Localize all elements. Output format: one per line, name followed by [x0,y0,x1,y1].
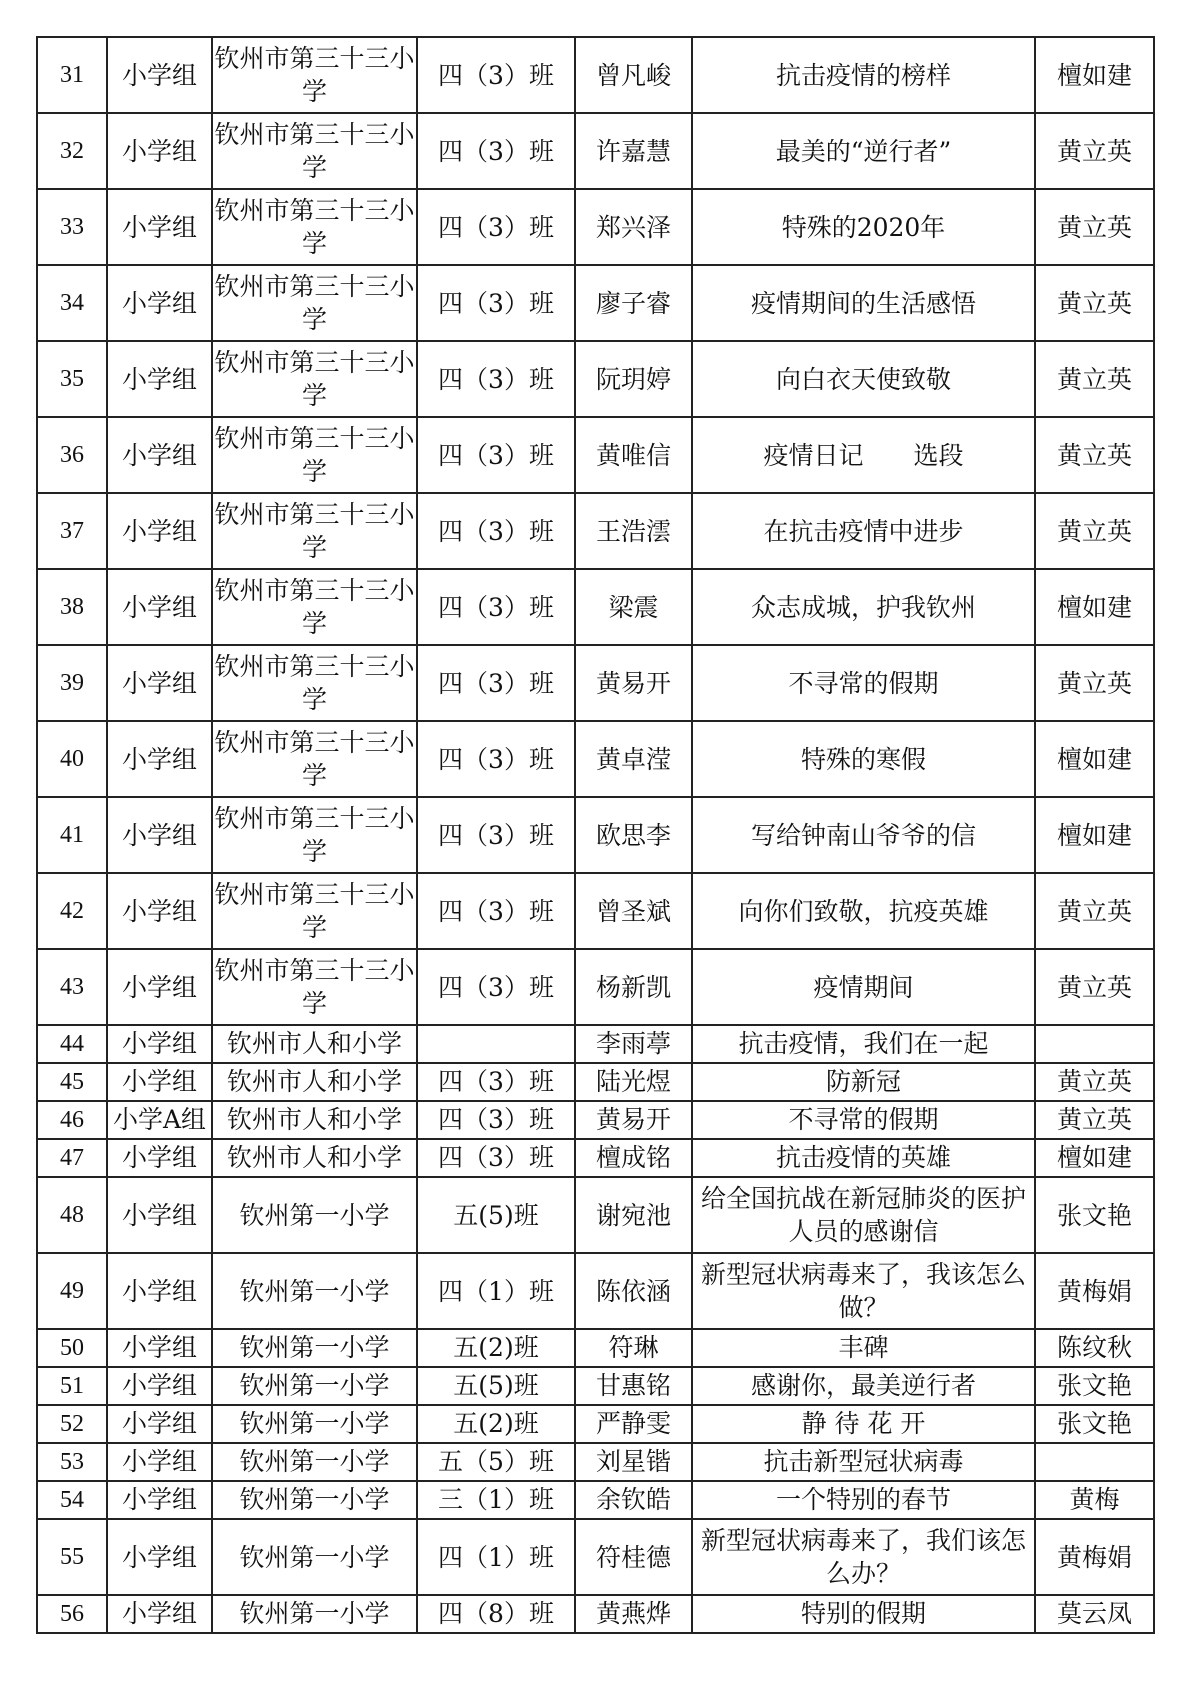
cell-school: 钦州第一小学 [212,1481,417,1519]
cell-school: 钦州第一小学 [212,1519,417,1595]
table-row [37,113,1154,189]
cell-group: 小学组 [107,949,212,1025]
cell-number: 53 [37,1443,107,1481]
cell-number: 38 [37,569,107,645]
cell-teacher: 檀如建 [1035,1139,1154,1177]
cell-number: 37 [37,493,107,569]
cell-title: 抗击新型冠状病毒 [692,1443,1035,1481]
table-row [37,341,1154,417]
cell-student: 李雨葶 [575,1025,692,1063]
table-row [37,1253,1154,1329]
table-row [37,721,1154,797]
cell-number: 51 [37,1367,107,1405]
cell-number: 39 [37,645,107,721]
cell-student: 黄唯信 [575,417,692,493]
cell-number: 36 [37,417,107,493]
cell-number: 56 [37,1595,107,1633]
cell-student: 陆光煜 [575,1063,692,1101]
cell-class: 四（3）班 [417,569,575,645]
cell-class: 四（3）班 [417,797,575,873]
cell-class: 四（3）班 [417,189,575,265]
cell-group: 小学A组 [107,1101,212,1139]
cell-class: 五（5）班 [417,1443,575,1481]
table-body [37,37,1154,1633]
cell-school: 钦州市人和小学 [212,1025,417,1063]
table-row [37,1329,1154,1367]
cell-number: 45 [37,1063,107,1101]
table-row [37,37,1154,113]
cell-number: 47 [37,1139,107,1177]
cell-school: 钦州市第三十三小学 [212,113,417,189]
cell-teacher: 黄立英 [1035,493,1154,569]
table-row [37,645,1154,721]
cell-teacher: 黄立英 [1035,417,1154,493]
cell-school: 钦州市第三十三小学 [212,645,417,721]
cell-number: 55 [37,1519,107,1595]
cell-title: 特殊的2020年 [692,189,1035,265]
cell-student: 符琳 [575,1329,692,1367]
cell-teacher: 黄立英 [1035,1063,1154,1101]
cell-class: 四（3）班 [417,721,575,797]
cell-teacher: 檀如建 [1035,797,1154,873]
cell-student: 阮玥婷 [575,341,692,417]
cell-student: 梁震 [575,569,692,645]
cell-class: 四（3）班 [417,341,575,417]
cell-group: 小学组 [107,873,212,949]
cell-title: 众志成城，护我钦州 [692,569,1035,645]
cell-group: 小学组 [107,1367,212,1405]
cell-class: 三（1）班 [417,1481,575,1519]
cell-school: 钦州市第三十三小学 [212,37,417,113]
cell-number: 41 [37,797,107,873]
cell-school: 钦州市人和小学 [212,1063,417,1101]
cell-school: 钦州第一小学 [212,1443,417,1481]
cell-class: 四（3）班 [417,265,575,341]
cell-student: 黄卓滢 [575,721,692,797]
cell-class: 四（3）班 [417,1139,575,1177]
cell-teacher: 黄梅 [1035,1481,1154,1519]
table-row [37,1595,1154,1633]
cell-school: 钦州市第三十三小学 [212,949,417,1025]
cell-group: 小学组 [107,113,212,189]
cell-student: 黄燕烨 [575,1595,692,1633]
cell-number: 46 [37,1101,107,1139]
cell-group: 小学组 [107,721,212,797]
cell-title: 不寻常的假期 [692,645,1035,721]
cell-school: 钦州市人和小学 [212,1101,417,1139]
cell-title: 疫情期间的生活感悟 [692,265,1035,341]
table-row [37,417,1154,493]
cell-number: 50 [37,1329,107,1367]
cell-group: 小学组 [107,1063,212,1101]
cell-number: 35 [37,341,107,417]
cell-number: 42 [37,873,107,949]
cell-class: 五(2)班 [417,1405,575,1443]
cell-class: 四（3）班 [417,645,575,721]
table-row [37,1405,1154,1443]
cell-student: 曾圣斌 [575,873,692,949]
cell-class: 五(2)班 [417,1329,575,1367]
cell-teacher: 张文艳 [1035,1405,1154,1443]
cell-school: 钦州市人和小学 [212,1139,417,1177]
cell-group: 小学组 [107,1443,212,1481]
cell-student: 廖子睿 [575,265,692,341]
cell-number: 54 [37,1481,107,1519]
cell-class: 四（1）班 [417,1519,575,1595]
cell-group: 小学组 [107,493,212,569]
cell-class: 五(5)班 [417,1367,575,1405]
cell-school: 钦州市第三十三小学 [212,265,417,341]
table-row [37,1443,1154,1481]
cell-title: 疫情日记 选段 [692,417,1035,493]
cell-student: 欧思李 [575,797,692,873]
cell-teacher: 黄立英 [1035,341,1154,417]
cell-class: 四（3）班 [417,1063,575,1101]
cell-student: 郑兴泽 [575,189,692,265]
cell-teacher: 莫云凤 [1035,1595,1154,1633]
cell-teacher: 黄立英 [1035,265,1154,341]
cell-school: 钦州市第三十三小学 [212,721,417,797]
cell-class: 四（8）班 [417,1595,575,1633]
cell-teacher: 檀如建 [1035,721,1154,797]
table-row [37,1101,1154,1139]
cell-school: 钦州市第三十三小学 [212,417,417,493]
cell-teacher: 檀如建 [1035,37,1154,113]
table-row [37,1063,1154,1101]
cell-title: 向白衣天使致敬 [692,341,1035,417]
cell-student: 王浩澐 [575,493,692,569]
cell-teacher [1035,1025,1154,1063]
cell-title: 感谢你，最美逆行者 [692,1367,1035,1405]
cell-title: 不寻常的假期 [692,1101,1035,1139]
table-row [37,493,1154,569]
cell-student: 谢宛池 [575,1177,692,1253]
cell-student: 陈依涵 [575,1253,692,1329]
cell-school: 钦州第一小学 [212,1595,417,1633]
cell-class: 四（3）班 [417,37,575,113]
cell-group: 小学组 [107,1025,212,1063]
table-row [37,189,1154,265]
table-row [37,1177,1154,1253]
cell-title: 疫情期间 [692,949,1035,1025]
cell-title: 抗击疫情的英雄 [692,1139,1035,1177]
cell-school: 钦州第一小学 [212,1177,417,1253]
table-row [37,949,1154,1025]
cell-class: 五(5)班 [417,1177,575,1253]
cell-teacher: 檀如建 [1035,569,1154,645]
cell-number: 34 [37,265,107,341]
cell-class: 四（3）班 [417,113,575,189]
cell-group: 小学组 [107,1139,212,1177]
cell-school: 钦州市第三十三小学 [212,873,417,949]
cell-title: 最美的“逆行者” [692,113,1035,189]
cell-class: 四（3）班 [417,493,575,569]
cell-school: 钦州市第三十三小学 [212,493,417,569]
cell-school: 钦州第一小学 [212,1329,417,1367]
cell-group: 小学组 [107,1177,212,1253]
table-row [37,1481,1154,1519]
cell-teacher: 张文艳 [1035,1177,1154,1253]
cell-number: 49 [37,1253,107,1329]
cell-group: 小学组 [107,1253,212,1329]
cell-teacher: 黄立英 [1035,645,1154,721]
table-row [37,797,1154,873]
cell-student: 甘惠铭 [575,1367,692,1405]
cell-title: 新型冠状病毒来了，我们该怎么办？ [692,1519,1035,1595]
cell-teacher: 张文艳 [1035,1367,1154,1405]
cell-student: 黄易开 [575,645,692,721]
cell-class [417,1025,575,1063]
cell-title: 一个特别的春节 [692,1481,1035,1519]
cell-teacher: 黄立英 [1035,189,1154,265]
cell-title: 特殊的寒假 [692,721,1035,797]
cell-teacher: 黄梅娟 [1035,1519,1154,1595]
cell-group: 小学组 [107,645,212,721]
cell-number: 52 [37,1405,107,1443]
cell-class: 四（1）班 [417,1253,575,1329]
cell-title: 写给钟南山爷爷的信 [692,797,1035,873]
cell-title: 新型冠状病毒来了，我该怎么做？ [692,1253,1035,1329]
cell-school: 钦州第一小学 [212,1367,417,1405]
cell-number: 32 [37,113,107,189]
cell-number: 44 [37,1025,107,1063]
cell-title: 抗击疫情，我们在一起 [692,1025,1035,1063]
cell-title: 向你们致敬，抗疫英雄 [692,873,1035,949]
cell-student: 杨新凯 [575,949,692,1025]
cell-student: 严静雯 [575,1405,692,1443]
table-row [37,265,1154,341]
cell-number: 40 [37,721,107,797]
cell-title: 防新冠 [692,1063,1035,1101]
cell-school: 钦州市第三十三小学 [212,569,417,645]
cell-student: 檀成铭 [575,1139,692,1177]
cell-group: 小学组 [107,1329,212,1367]
award-list-table [36,36,1155,1634]
cell-class: 四（3）班 [417,949,575,1025]
cell-teacher: 黄立英 [1035,113,1154,189]
cell-school: 钦州市第三十三小学 [212,797,417,873]
cell-student: 黄易开 [575,1101,692,1139]
table-row [37,569,1154,645]
cell-student: 余钦皓 [575,1481,692,1519]
cell-group: 小学组 [107,341,212,417]
cell-group: 小学组 [107,1595,212,1633]
cell-student: 许嘉慧 [575,113,692,189]
table-row [37,1025,1154,1063]
cell-teacher: 陈纹秋 [1035,1329,1154,1367]
cell-school: 钦州第一小学 [212,1253,417,1329]
cell-group: 小学组 [107,569,212,645]
cell-group: 小学组 [107,265,212,341]
cell-student: 符桂德 [575,1519,692,1595]
cell-class: 四（3）班 [417,1101,575,1139]
cell-number: 31 [37,37,107,113]
cell-title: 给全国抗战在新冠肺炎的医护人员的感谢信 [692,1177,1035,1253]
cell-title: 抗击疫情的榜样 [692,37,1035,113]
cell-group: 小学组 [107,1519,212,1595]
cell-student: 曾凡峻 [575,37,692,113]
cell-title: 特别的假期 [692,1595,1035,1633]
table-row [37,873,1154,949]
cell-class: 四（3）班 [417,417,575,493]
cell-group: 小学组 [107,189,212,265]
table-row [37,1367,1154,1405]
cell-group: 小学组 [107,1481,212,1519]
cell-teacher [1035,1443,1154,1481]
cell-title: 丰碑 [692,1329,1035,1367]
cell-student: 刘星锴 [575,1443,692,1481]
cell-teacher: 黄立英 [1035,873,1154,949]
cell-class: 四（3）班 [417,873,575,949]
cell-school: 钦州市第三十三小学 [212,189,417,265]
cell-teacher: 黄立英 [1035,949,1154,1025]
cell-number: 48 [37,1177,107,1253]
cell-teacher: 黄梅娟 [1035,1253,1154,1329]
table-row [37,1519,1154,1595]
cell-title: 在抗击疫情中进步 [692,493,1035,569]
table-row [37,1139,1154,1177]
cell-number: 43 [37,949,107,1025]
cell-title: 静 待 花 开 [692,1405,1035,1443]
cell-group: 小学组 [107,417,212,493]
cell-group: 小学组 [107,1405,212,1443]
cell-group: 小学组 [107,37,212,113]
cell-number: 33 [37,189,107,265]
cell-school: 钦州第一小学 [212,1405,417,1443]
cell-school: 钦州市第三十三小学 [212,341,417,417]
cell-teacher: 黄立英 [1035,1101,1154,1139]
cell-group: 小学组 [107,797,212,873]
